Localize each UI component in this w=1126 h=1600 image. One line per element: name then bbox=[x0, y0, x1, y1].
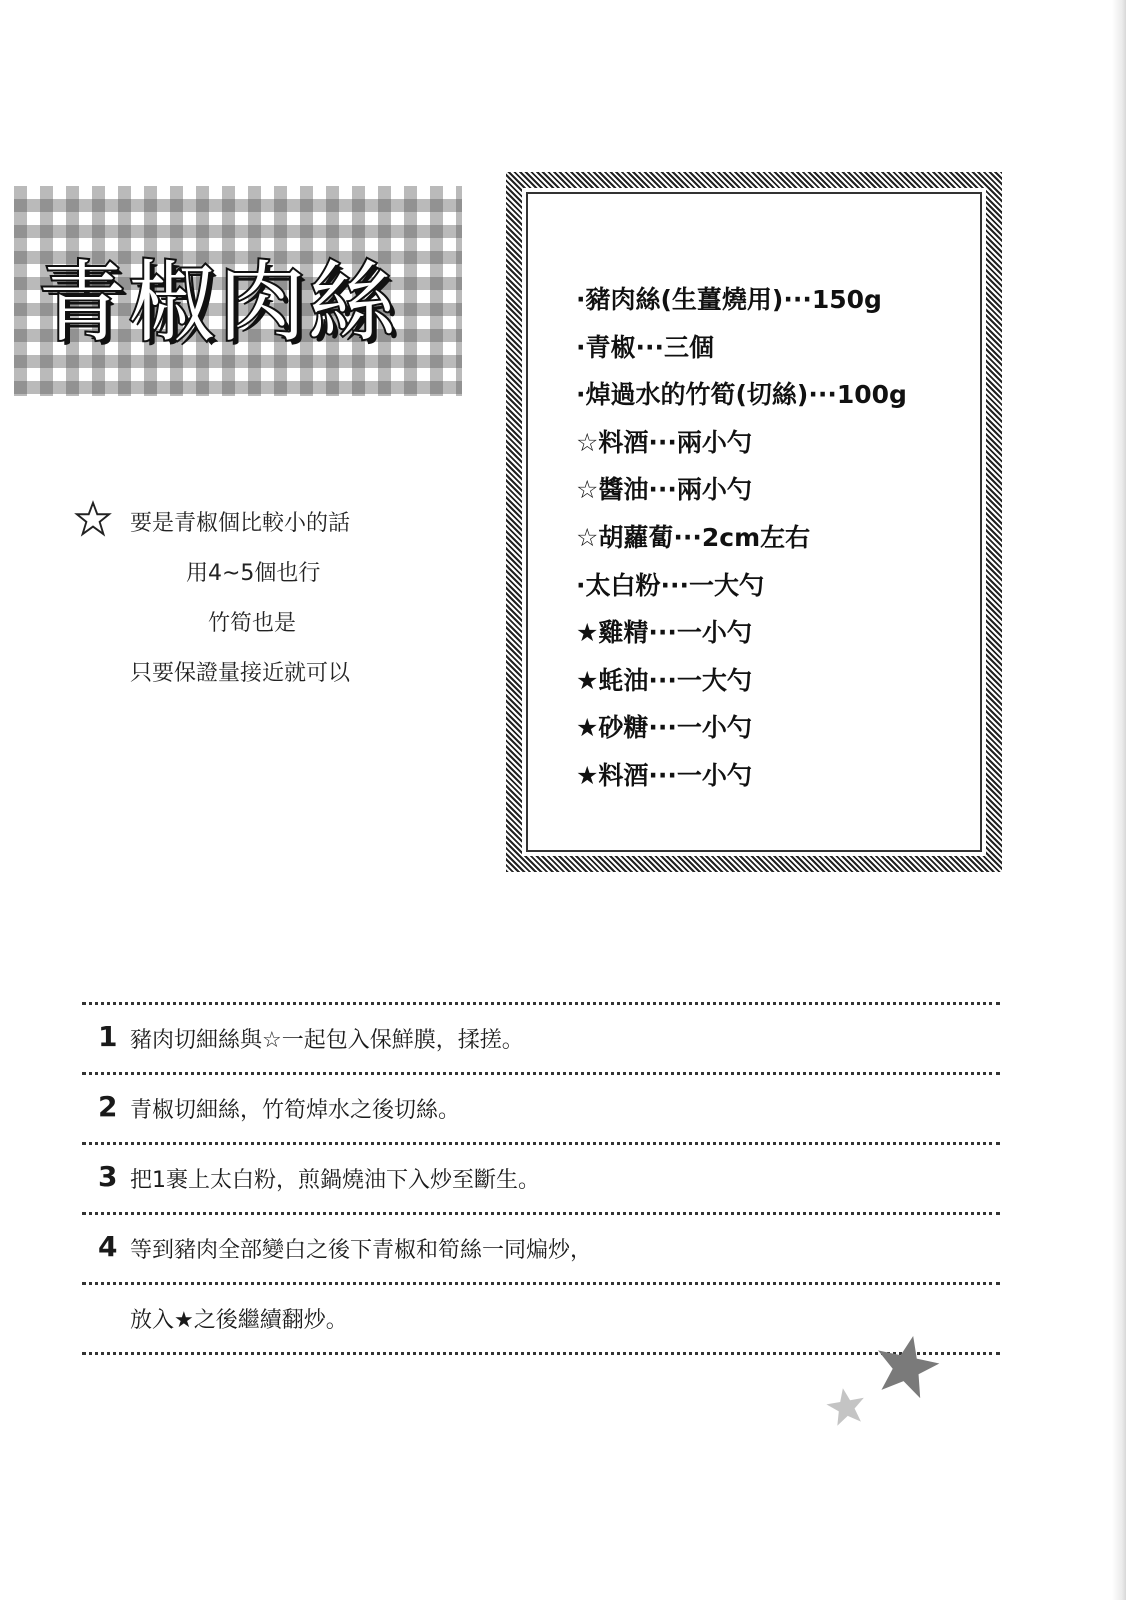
star-icon bbox=[874, 1332, 940, 1398]
steps-section bbox=[82, 1002, 1000, 1355]
ingredient-list bbox=[576, 276, 907, 800]
ingredient-item: ☆醬油···兩小勺 bbox=[576, 475, 752, 505]
step-row-1 bbox=[82, 1005, 1000, 1072]
page-edge-shadow bbox=[1112, 0, 1126, 1600]
step-number: 2 bbox=[98, 1090, 118, 1123]
step-row-3 bbox=[82, 1145, 1000, 1212]
tip-line-4: 只要保證量接近就可以 bbox=[130, 661, 351, 686]
step-number: 4 bbox=[98, 1230, 118, 1263]
tip-line-3: 竹筍也是 bbox=[208, 611, 297, 636]
ingredients-frame bbox=[506, 172, 1002, 872]
ingredient-item: ★蚝油···一大勺 bbox=[576, 665, 752, 695]
tip-line-1: 要是青椒個比較小的話 bbox=[130, 511, 351, 536]
ingredient-item: ★料酒···一小勺 bbox=[576, 760, 752, 790]
ingredient-item: ·豬肉絲(生薑燒用)···150g bbox=[576, 285, 882, 314]
recipe-title: 青椒肉絲 bbox=[38, 251, 399, 354]
ingredient-item: ☆胡蘿蔔···2cm左右 bbox=[576, 522, 811, 552]
ingredient-item: ·青椒···三個 bbox=[576, 332, 714, 362]
ingredient-item: ★砂糖···一小勺 bbox=[576, 713, 752, 743]
step-text: 把1裹上太白粉，煎鍋燒油下入炒至斷生。 bbox=[130, 1168, 540, 1193]
ingredient-item: ·太白粉···一大勺 bbox=[576, 570, 764, 600]
step-text: 等到豬肉全部變白之後下青椒和筍絲一同煸炒， bbox=[130, 1238, 593, 1263]
star-icon bbox=[826, 1386, 866, 1426]
ingredient-item: ·焯過水的竹筍(切絲)···100g bbox=[576, 380, 907, 410]
ingredient-item: ☆料酒···兩小勺 bbox=[576, 427, 752, 457]
step-text: 放入★之後繼續翻炒。 bbox=[130, 1308, 348, 1333]
ingredient-item: ★雞精···一小勺 bbox=[576, 618, 752, 648]
dotted-divider bbox=[82, 1352, 1000, 1355]
step-text: 豬肉切細絲與☆一起包入保鮮膜，揉搓。 bbox=[130, 1028, 524, 1053]
tip-line-2: 用4~5個也行 bbox=[186, 561, 321, 586]
step-row-2 bbox=[82, 1075, 1000, 1142]
step-number: 1 bbox=[98, 1020, 118, 1053]
star-outline-icon bbox=[74, 500, 112, 538]
step-text: 青椒切細絲，竹筍焯水之後切絲。 bbox=[130, 1098, 461, 1123]
step-number: 3 bbox=[98, 1160, 118, 1193]
step-row-4 bbox=[82, 1215, 1000, 1282]
step-row-4-continued bbox=[82, 1285, 1000, 1352]
